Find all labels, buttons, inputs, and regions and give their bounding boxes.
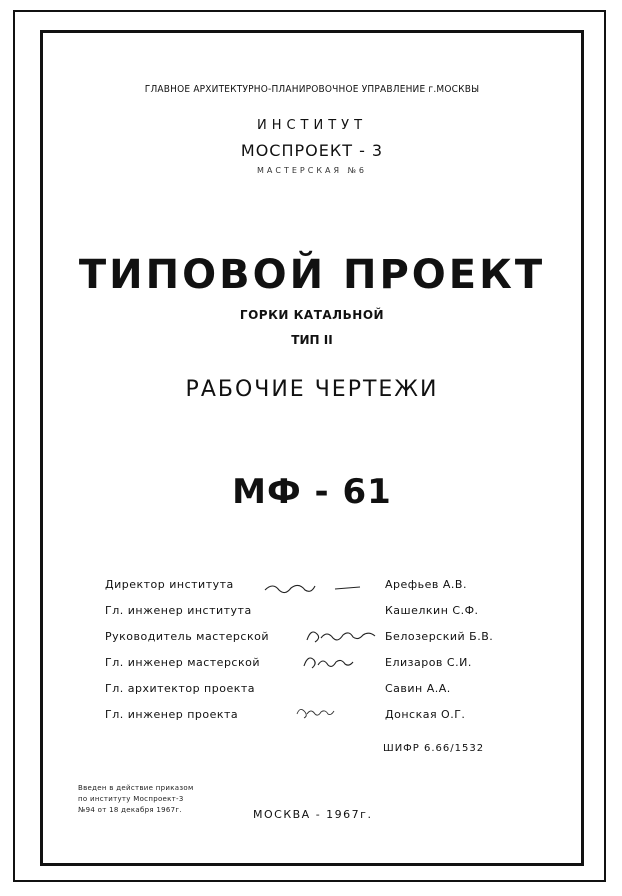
signatory-role: Гл. инженер института: [105, 604, 252, 617]
object-name: ГОРКИ КАТАЛЬНОЙ: [239, 308, 385, 322]
workshop-label: МАСТЕРСКАЯ №6: [257, 166, 367, 175]
signatory-name: Белозерский Б.В.: [385, 630, 494, 643]
signature-row: [105, 656, 525, 674]
institute-label: ИНСТИТУТ: [256, 118, 368, 133]
project-code: МФ - 61: [232, 472, 392, 512]
signatory-name: Кашелкин С.Ф.: [385, 604, 479, 617]
signatory-name: Елизаров С.И.: [385, 656, 472, 669]
handwritten-signature: [293, 704, 343, 720]
order-note-line: по институту Моспроект-3: [78, 795, 184, 803]
signature-row: [105, 630, 525, 648]
signature-row: [105, 708, 525, 726]
signatory-role: Директор института: [105, 578, 234, 591]
cipher-label: ШИФР 6.66/1532: [383, 743, 485, 754]
signatory-role: Руководитель мастерской: [105, 630, 269, 643]
signatory-name: Арефьев А.В.: [385, 578, 467, 591]
signatory-role: Гл. инженер проекта: [105, 708, 239, 721]
city-year: МОСКВА - 1967г.: [253, 808, 373, 821]
signatory-role: Гл. инженер мастерской: [105, 656, 261, 669]
signature-row: [105, 578, 525, 596]
organization-line: ГЛАВНОЕ АРХИТЕКТУРНО-ПЛАНИРОВОЧНОЕ УПРАВЛЕНИЕ г.МОСКВЫ: [144, 84, 480, 95]
order-note-line: №94 от 18 декабря 1967г.: [78, 806, 182, 814]
handwritten-signature: [255, 580, 370, 594]
order-note-line: Введен в действие приказом: [78, 784, 194, 792]
signatory-name: Донская О.Г.: [385, 708, 466, 721]
object-type: ТИП II: [291, 333, 333, 347]
signature-row: [105, 604, 525, 622]
signature-row: [105, 682, 525, 700]
document-stage: РАБОЧИЕ ЧЕРТЕЖИ: [185, 377, 439, 402]
institute-name: МОСПРОЕКТ - 3: [240, 141, 384, 160]
document-title: ТИПОВОЙ ПРОЕКТ: [78, 252, 546, 298]
signatory-role: Гл. архитектор проекта: [105, 682, 256, 695]
handwritten-signature: [300, 654, 360, 670]
signatory-name: Савин А.А.: [385, 682, 451, 695]
